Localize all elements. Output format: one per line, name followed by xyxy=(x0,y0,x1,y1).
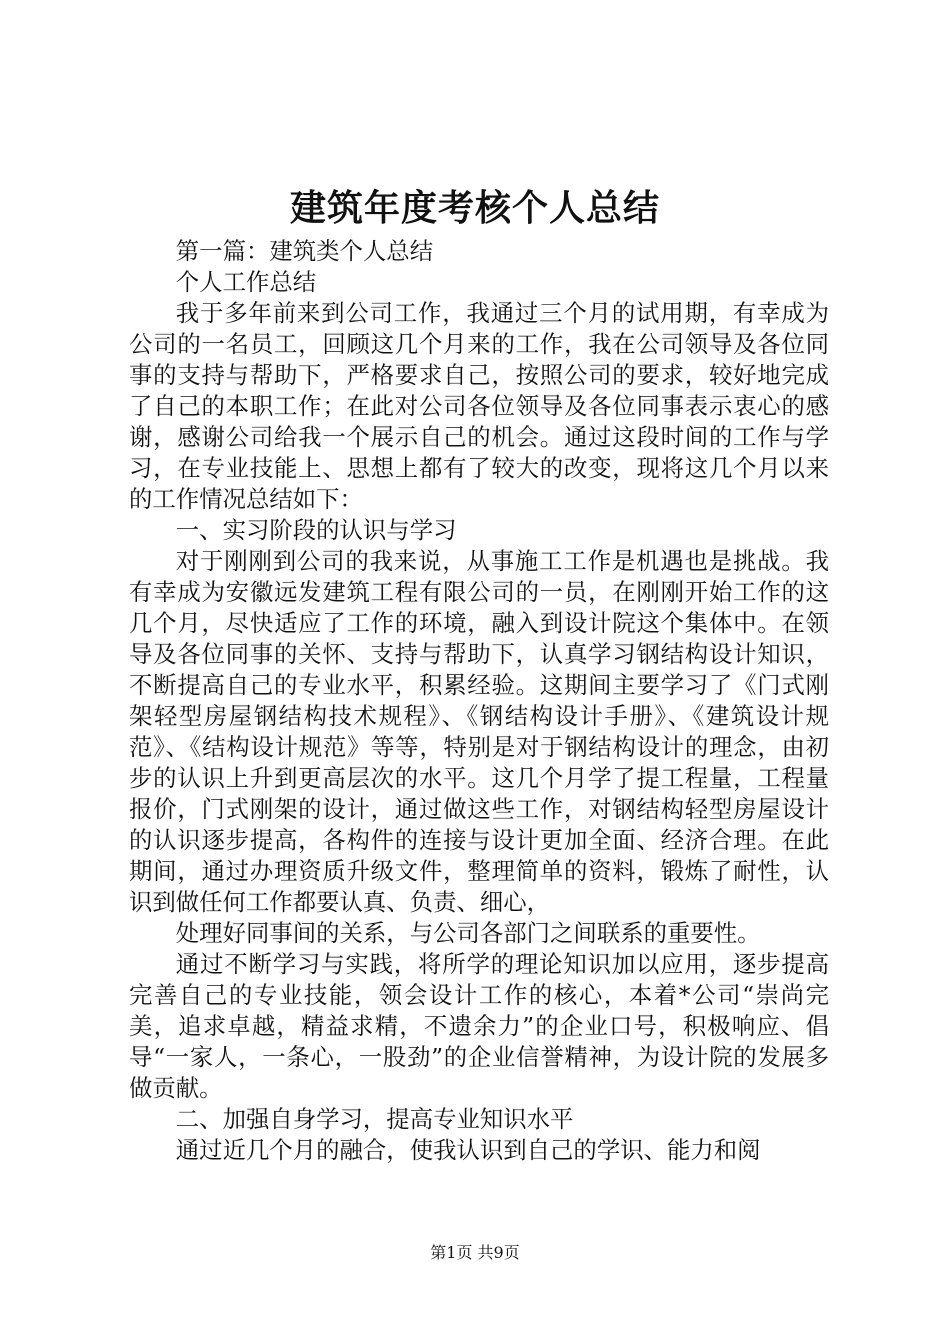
body-paragraph: 对于刚刚到公司的我来说，从事施工工作是机遇也是挑战。我有幸成为安徽远发建筑工程有限公司的一员，在刚刚开始工作的这几个月，尽快适应了工作的环境，融入到设计院这个集体中。在领导及各位同事的关怀、支持与帮助下，认真学习钢结构设计知识，不断提高自己的专业水平，积累经验。这期间主要学习了《门式刚架轻型房屋钢结构技术规程》、《钢结构设计手册》、《建筑设计规范》、《结构设计规范》等等，特别是对于钢结构设计的理念，由初步的认识上升到更高层次的水平。这几个月学了提工程量，工程量报价，门式刚架的设计，通过做这些工作，对钢结构轻型房屋设计的认识逐步提高，各构件的连接与设计更加全面、经济合理。在此期间，通过办理资质升级文件，整理简单的资料，锻炼了耐性，认识到做任何工作都要认真、负责、细心， xyxy=(129,547,829,916)
page-number: 第1页 共9页 xyxy=(430,1243,520,1262)
document-title: 建筑年度考核个人总结 xyxy=(289,187,660,229)
section-heading: 二、加强自身学习，提高专业知识水平 xyxy=(175,1105,574,1133)
section-heading: 第一篇：建筑类个人总结 xyxy=(175,237,434,265)
body-paragraph: 通过不断学习与实践，将所学的理论知识加以应用，逐步提高完善自己的专业技能，领会设计工作的核心，本着*公司“崇尚完美，追求卓越，精益求精，不遗余力”的企业口号，积极响应、倡导“一家人，一条心，一股劲”的企业信誉精神，为设计院的发展多做贡献。 xyxy=(129,950,829,1102)
body-paragraph: 通过近几个月的融合，使我认识到自己的学识、能力和阅 xyxy=(175,1136,761,1164)
body-paragraph: 我于多年前来到公司工作，我通过三个月的试用期，有幸成为公司的一名员工，回顾这几个月来的工作，我在公司领导及各位同事的支持与帮助下，严格要求自己，按照公司的要求，较好地完成了自己的本职工作；在此对公司各位领导及各位同事表示衷心的感谢，感谢公司给我一个展示自己的机会。通过这段时间的工作与学习，在专业技能上、思想上都有了较大的改变，现将这几个月以来的工作情况总结如下： xyxy=(129,299,829,513)
body-paragraph: 处理好同事间的关系，与公司各部门之间联系的重要性。 xyxy=(175,919,761,947)
subheading: 个人工作总结 xyxy=(175,268,317,296)
document-body xyxy=(129,236,829,1166)
section-heading: 一、实习阶段的认识与学习 xyxy=(175,516,457,544)
